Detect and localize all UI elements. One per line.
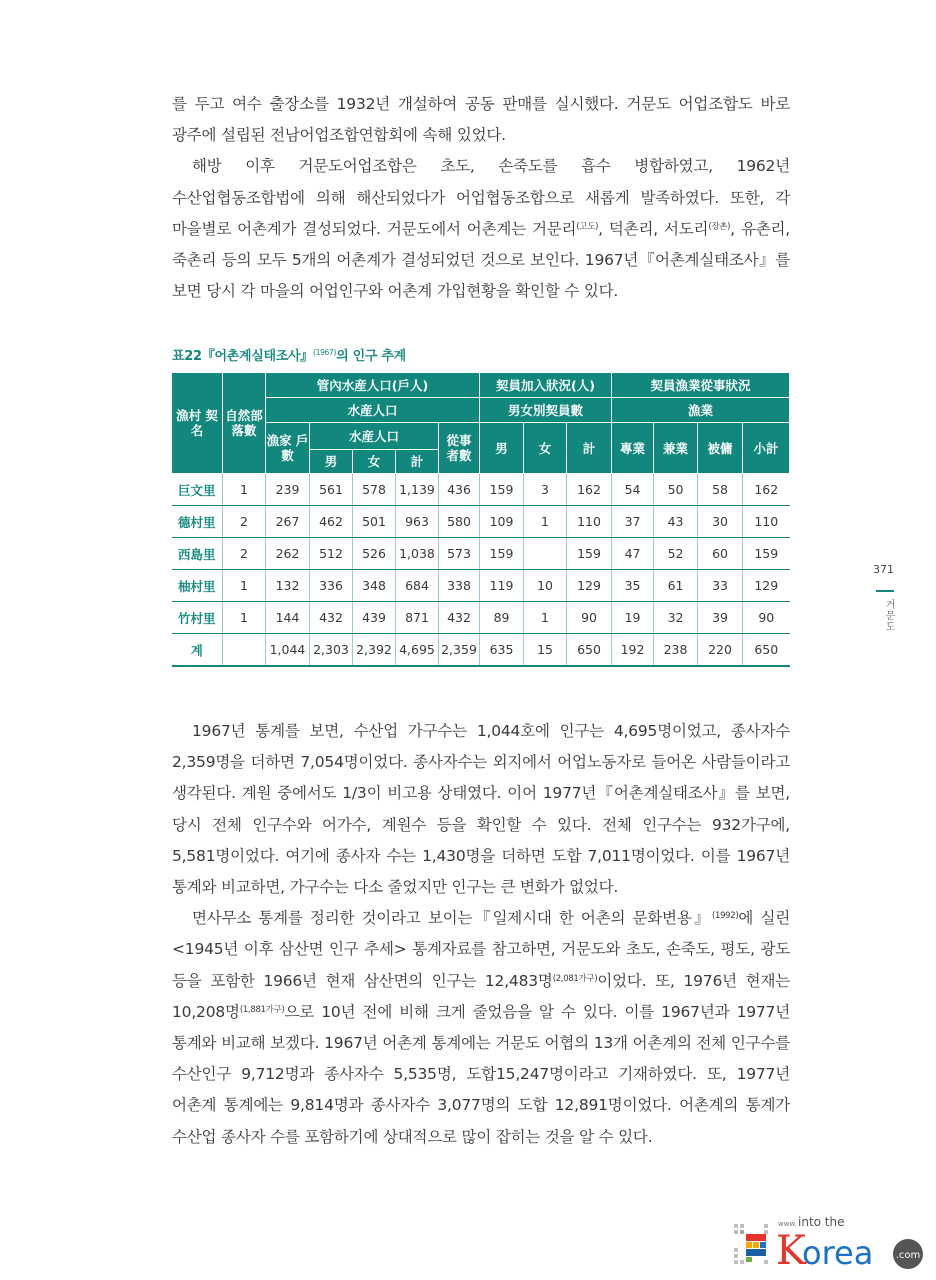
table-cell: 43 bbox=[654, 506, 698, 538]
table-cell: 436 bbox=[439, 474, 480, 506]
table-cell: 2,359 bbox=[439, 634, 480, 667]
table-cell: 512 bbox=[310, 538, 353, 570]
table-cell: 54 bbox=[612, 474, 654, 506]
table-cell: 963 bbox=[396, 506, 439, 538]
village-name-cell: 西島里 bbox=[172, 538, 223, 570]
table-cell: 90 bbox=[743, 602, 790, 634]
table-cell bbox=[524, 538, 567, 570]
table-cell: 635 bbox=[480, 634, 524, 667]
table-row bbox=[172, 474, 790, 506]
page-divider bbox=[876, 590, 894, 592]
table-cell: 50 bbox=[654, 474, 698, 506]
table-cell: 30 bbox=[698, 506, 743, 538]
table-cell: 192 bbox=[612, 634, 654, 667]
table-cell: 10 bbox=[524, 570, 567, 602]
population-table bbox=[171, 372, 790, 667]
table-cell: 129 bbox=[567, 570, 612, 602]
table-cell: 119 bbox=[480, 570, 524, 602]
body-paragraphs bbox=[172, 716, 790, 1153]
table-cell: 650 bbox=[567, 634, 612, 667]
village-name-cell: 竹村里 bbox=[172, 602, 223, 634]
table-cell: 336 bbox=[310, 570, 353, 602]
page-number: 371 bbox=[873, 563, 894, 576]
table-cell: 262 bbox=[266, 538, 310, 570]
table-row bbox=[172, 570, 790, 602]
paragraph-4: 면사무소 통계를 정리한 것이라고 보이는『일제시대 한 어촌의 문화변용』$^{(1992)}$에 실린 <1945년 이후 삼산면 인구 추세> 통계자료를 참고하면, 거문도와 초도, 손죽도, 평도, 광도 등을 포함한 1966년 현재 삼산면의 인구는 12,483명$^{(2,081가구)}$이었다. 또, 1976년 현재는 10,208명$^{(1,881가구)}$으로 10년 전에 비해 크게 줄었음을 알 수 있다. 이를 1967년과 1977년 통계와 비교해 보겠다. 1967년 어촌계 통계에는 거문도 어협의 13개 어촌계의 전체 인구수를 수산인구 9,712명과 종사자수 5,535명, 도합15,247명이라고 기재하였다. 또, 1977년 어촌계 통계에는 9,814명과 종사자수 3,077명의 도합 12,891명이었다. 어촌계의 통계가 수산업 종사자 수를 포함하기에 상대적으로 많이 잡히는 것을 알 수 있다. bbox=[172, 909, 790, 1146]
table-cell: 33 bbox=[698, 570, 743, 602]
table-row bbox=[172, 602, 790, 634]
paragraph-1: 를 두고 여수 출장소를 1932년 개설하여 공동 판매를 실시했다. 거문도 어업조합도 바로 광주에 설립된 전남어업조합연합회에 속해 있었다. bbox=[172, 95, 790, 145]
into-the-korea-logo bbox=[732, 1212, 924, 1272]
table-cell: 32 bbox=[654, 602, 698, 634]
table-cell: 89 bbox=[480, 602, 524, 634]
table-cell: 1,044 bbox=[266, 634, 310, 667]
header-member-status: 契員加入狀況(人) bbox=[480, 373, 612, 398]
table-cell: 159 bbox=[480, 538, 524, 570]
pixel-mark-icon bbox=[734, 1224, 768, 1264]
header-fishing-status: 契員漁業從事狀況 bbox=[612, 373, 790, 398]
table-row bbox=[172, 538, 790, 570]
section-label: 거문도 bbox=[883, 599, 894, 632]
table-cell: 573 bbox=[439, 538, 480, 570]
table-cell: 1 bbox=[223, 474, 266, 506]
table-cell: 61 bbox=[654, 570, 698, 602]
table-cell: 144 bbox=[266, 602, 310, 634]
header-full-time: 專業 bbox=[612, 423, 654, 474]
table-cell: 561 bbox=[310, 474, 353, 506]
header-hired: 被傭 bbox=[698, 423, 743, 474]
table-cell: 462 bbox=[310, 506, 353, 538]
table-cell: 110 bbox=[743, 506, 790, 538]
table-cell: 4,695 bbox=[396, 634, 439, 667]
paragraph-3: 1967년 통계를 보면, 수산업 가구수는 1,044호에 인구는 4,695명이었고, 종사자수 2,359명을 더하면 7,054명이었다. 종사자수는 외지에서 어업노동자로 들어온 사람들이라고 생각된다. 계원 중에서도 1/3이 비고용 상태였다. 이어 1977년『어촌계실태조사』를 보면, 당시 전체 인구수와 어가수, 계원수 등을 확인할 수 있다. 전체 인구수는 932가구에, 5,581명이었다. 여기에 종사자 수는 1,430명을 더하면 도합 7,011명이었다. 이를 1967년 통계와 비교하면, 가구수는 다소 줄었지만 인구는 큰 변화가 없었다. bbox=[172, 722, 790, 897]
village-name-cell: 巨文里 bbox=[172, 474, 223, 506]
table-cell: 432 bbox=[439, 602, 480, 634]
table-cell: 432 bbox=[310, 602, 353, 634]
logo-into-the: into the bbox=[798, 1215, 845, 1229]
header-male: 男 bbox=[310, 450, 353, 474]
table-cell: 1,139 bbox=[396, 474, 439, 506]
table-cell: 220 bbox=[698, 634, 743, 667]
table-cell: 1 bbox=[524, 506, 567, 538]
table-cell: 1 bbox=[223, 602, 266, 634]
village-name-cell: 德村里 bbox=[172, 506, 223, 538]
village-name-cell: 계 bbox=[172, 634, 223, 667]
table-cell: 650 bbox=[743, 634, 790, 667]
table-cell: 1 bbox=[223, 570, 266, 602]
table-cell: 159 bbox=[743, 538, 790, 570]
table-row bbox=[172, 506, 790, 538]
table-cell: 338 bbox=[439, 570, 480, 602]
table-cell: 2,392 bbox=[353, 634, 396, 667]
table-cell: 578 bbox=[353, 474, 396, 506]
header-fishery: 漁業 bbox=[612, 398, 790, 423]
intro-paragraphs bbox=[172, 89, 790, 307]
table-cell: 19 bbox=[612, 602, 654, 634]
header-natural-villages: 自然部 落數 bbox=[223, 373, 266, 474]
table-cell: 1 bbox=[524, 602, 567, 634]
table-cell: 684 bbox=[396, 570, 439, 602]
header-fishery-population-sub: 水産人口 bbox=[310, 423, 439, 450]
paragraph-2: 해방 이후 거문도어업조합은 초도, 손죽도를 흡수 병합하였고, 1962년 수산업협동조합법에 의해 해산되었다가 어업협동조합으로 새롭게 발족하였다. 또한, 각 마을별로 어촌계가 결성되었다. 거문도에서 어촌계는 거문리$^{(고도)}$, 덕촌리, 서도리$^{(장촌)}$, 유촌리, 죽촌리 등의 모두 5개의 어촌계가 결성되었던 것으로 보인다. 1967년『어촌계실태조사』를 보면 당시 각 마을의 어업인구와 어촌계 가입현황을 확인할 수 있다. bbox=[172, 157, 790, 301]
header-female: 女 bbox=[353, 450, 396, 474]
logo-dotcom: .com bbox=[895, 1250, 921, 1261]
header-member-female: 女 bbox=[524, 423, 567, 474]
header-households: 漁家 戶數 bbox=[266, 423, 310, 474]
table-cell: 60 bbox=[698, 538, 743, 570]
table-cell: 439 bbox=[353, 602, 396, 634]
table-cell: 2,303 bbox=[310, 634, 353, 667]
table-cell: 109 bbox=[480, 506, 524, 538]
table-cell: 37 bbox=[612, 506, 654, 538]
table-row bbox=[172, 634, 790, 667]
table-cell: 39 bbox=[698, 602, 743, 634]
table-cell: 267 bbox=[266, 506, 310, 538]
table-caption: 표22『어촌계실태조사』$^{(1967)}$의 인구 추계 bbox=[172, 348, 406, 364]
table-cell: 15 bbox=[524, 634, 567, 667]
header-part-time: 兼業 bbox=[654, 423, 698, 474]
table-cell: 132 bbox=[266, 570, 310, 602]
table-cell: 238 bbox=[654, 634, 698, 667]
table-cell bbox=[223, 634, 266, 667]
table-cell: 90 bbox=[567, 602, 612, 634]
table-cell: 110 bbox=[567, 506, 612, 538]
village-name-cell: 柚村里 bbox=[172, 570, 223, 602]
table-cell: 47 bbox=[612, 538, 654, 570]
table-cell: 159 bbox=[480, 474, 524, 506]
logo-brand: K bbox=[776, 1228, 806, 1272]
header-subtotal: 小計 bbox=[743, 423, 790, 474]
table-cell: 162 bbox=[743, 474, 790, 506]
logo-brand-rest: orea bbox=[802, 1234, 874, 1272]
table-cell: 2 bbox=[223, 506, 266, 538]
table-cell: 129 bbox=[743, 570, 790, 602]
table-cell: 159 bbox=[567, 538, 612, 570]
logo-www: www. bbox=[778, 1220, 797, 1228]
header-fishery-population: 水産人口 bbox=[266, 398, 480, 423]
header-jurisdiction-population: 管內水産人口(戶人) bbox=[266, 373, 480, 398]
table-cell: 52 bbox=[654, 538, 698, 570]
header-village: 漁村 契名 bbox=[172, 373, 223, 474]
table-cell: 3 bbox=[524, 474, 567, 506]
header-total: 計 bbox=[396, 450, 439, 474]
table-cell: 58 bbox=[698, 474, 743, 506]
table-cell: 348 bbox=[353, 570, 396, 602]
header-member-total: 計 bbox=[567, 423, 612, 474]
table-cell: 526 bbox=[353, 538, 396, 570]
table-cell: 162 bbox=[567, 474, 612, 506]
table-cell: 2 bbox=[223, 538, 266, 570]
table-cell: 580 bbox=[439, 506, 480, 538]
table-cell: 239 bbox=[266, 474, 310, 506]
table-cell: 501 bbox=[353, 506, 396, 538]
table-cell: 35 bbox=[612, 570, 654, 602]
header-member-male: 男 bbox=[480, 423, 524, 474]
header-members-by-gender: 男女別契員數 bbox=[480, 398, 612, 423]
table-cell: 1,038 bbox=[396, 538, 439, 570]
header-workers: 從事 者數 bbox=[439, 423, 480, 474]
table-cell: 871 bbox=[396, 602, 439, 634]
